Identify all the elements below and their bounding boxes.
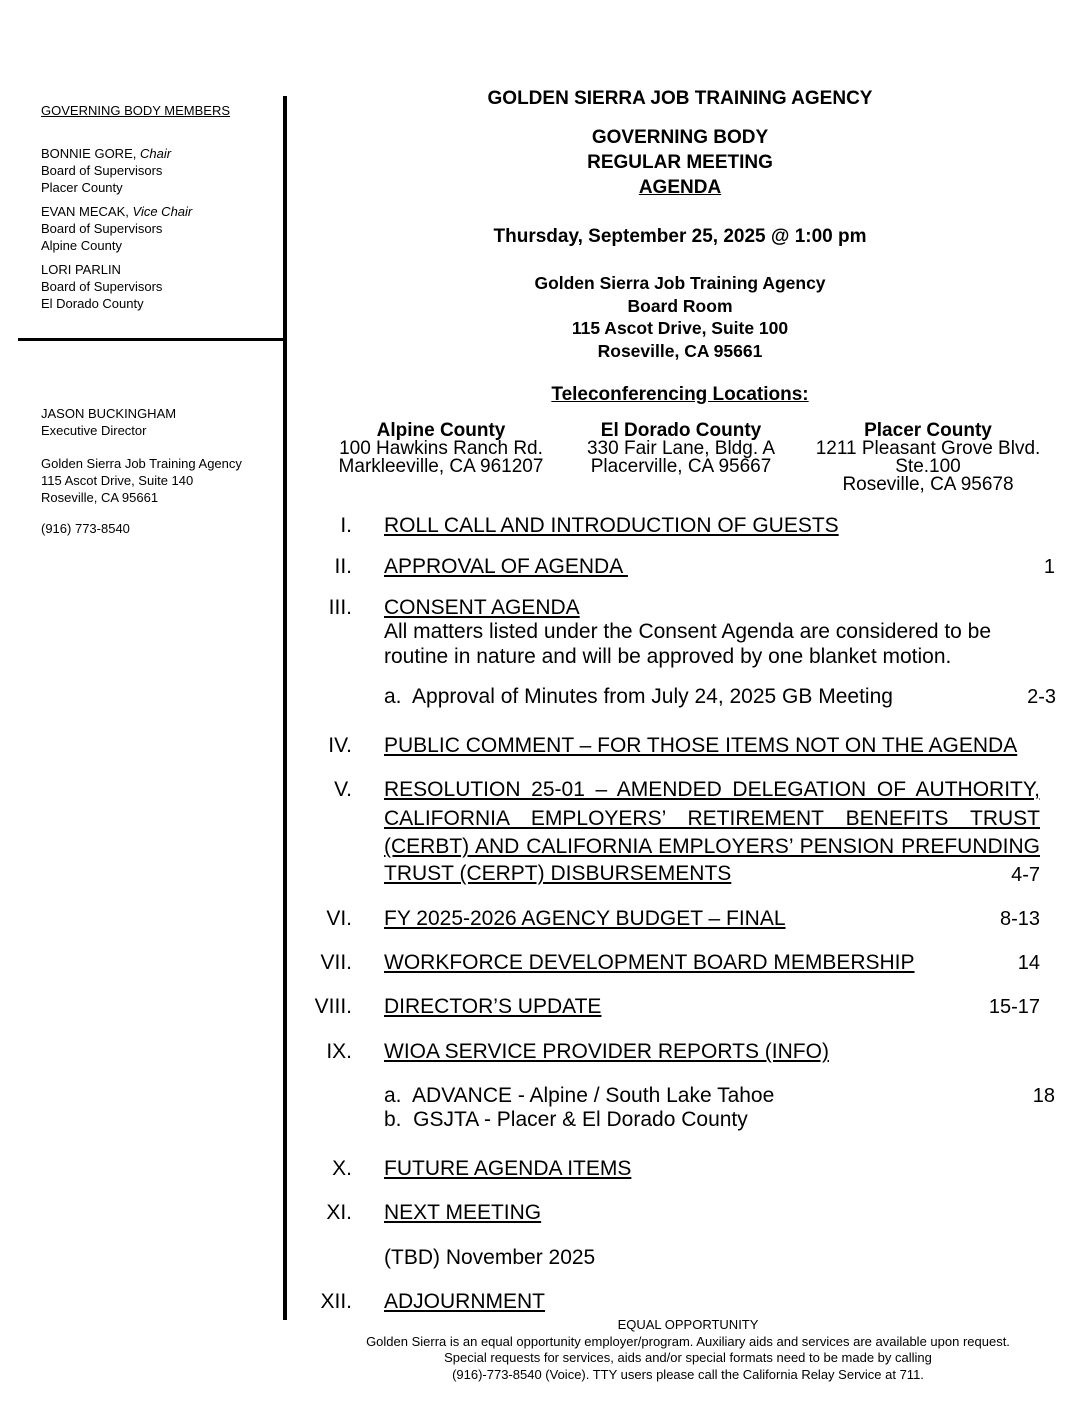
tele-line: 330 Fair Lane, Bldg. A: [586, 438, 775, 459]
agenda-label: AGENDA: [638, 177, 722, 198]
member-name: EVAN MECAK,: [41, 204, 133, 219]
sidebar-divider: [18, 338, 285, 341]
tele-heading: [288, 384, 1072, 406]
member-county: Placer County: [41, 180, 123, 195]
page-ref: 8-13: [999, 908, 1040, 930]
resolution-last-line: TRUST (CERPT) DISBURSEMENTS: [384, 862, 732, 885]
item-number: IX.: [326, 1040, 352, 1063]
agenda-item-wdb: WORKFORCE DEVELOPMENT BOARD MEMBERSHIP: [384, 951, 915, 974]
member-board: Board of Supervisors: [41, 163, 163, 178]
footer-line: Special requests for services, aids and/or special formats need to be made by calling: [444, 1350, 932, 1365]
tele-line: 1211 Pleasant Grove Blvd.: [815, 438, 1041, 459]
agenda-item-approval: APPROVAL OF AGENDA: [384, 555, 628, 578]
member-name: LORI PARLIN: [41, 262, 121, 277]
item-number: IV.: [328, 734, 352, 757]
tele-heading-label: Teleconferencing Locations:: [551, 384, 809, 405]
footer-line: (916)-773-8540 (Voice). TTY users please call the California Relay Service at 711.: [452, 1366, 924, 1382]
agenda-item-consent: CONSENT AGENDA: [384, 596, 580, 619]
meeting-location: [288, 272, 1072, 362]
wioa-sub-a: a. ADVANCE - Alpine / South Lake Tahoe: [384, 1084, 775, 1107]
director-title: Executive Director: [41, 423, 147, 438]
agency-title: GOLDEN SIERRA JOB TRAINING AGENCY: [487, 88, 873, 109]
agenda-title: [288, 177, 1072, 199]
member-vice-chair: [41, 203, 192, 254]
consent-desc: All matters listed under the Consent Agenda are considered to be: [384, 620, 992, 643]
location-line: Roseville, CA 95661: [597, 340, 763, 361]
footer-heading: EQUAL OPPORTUNITY: [617, 1317, 759, 1332]
tele-placer: [806, 422, 1050, 494]
agency-address: [41, 455, 242, 506]
agency-city: Roseville, CA 95661: [41, 490, 159, 505]
next-meeting-date: (TBD) November 2025: [384, 1246, 596, 1269]
item-number: V.: [334, 778, 352, 801]
item-number: X.: [332, 1157, 352, 1180]
tele-eldorado: [572, 422, 790, 476]
body-title: GOVERNING BODY: [591, 127, 769, 148]
agenda-item-adjournment: ADJOURNMENT: [384, 1290, 545, 1313]
member-county: Alpine County: [41, 238, 122, 253]
member-name: BONNIE GORE,: [41, 146, 140, 161]
agenda-item-budget: FY 2025-2026 AGENCY BUDGET – FINAL: [384, 907, 786, 930]
page-ref: 2-3: [1027, 686, 1056, 708]
agenda-item-resolution: [384, 776, 1040, 862]
item-number: VIII.: [314, 995, 352, 1018]
consent-sub-a: a. Approval of Minutes from July 24, 2025 GB Meeting: [384, 685, 893, 708]
tele-line: Roseville, CA 95678: [842, 474, 1014, 495]
agenda-item-director: DIRECTOR’S UPDATE: [384, 995, 602, 1018]
agenda-item-roll-call: ROLL CALL AND INTRODUCTION OF GUESTS: [384, 514, 839, 537]
tele-alpine: [330, 422, 552, 476]
meeting-datetime: Thursday, September 25, 2025 @ 1:00 pm: [493, 226, 867, 247]
agenda-item-next-meeting: NEXT MEETING: [384, 1201, 542, 1224]
resolution-line: RESOLUTION 25-01 – AMENDED DELEGATION OF AUTHORITY,: [384, 778, 1040, 801]
member-county: El Dorado County: [41, 296, 144, 311]
location-line: 115 Ascot Drive, Suite 100: [571, 318, 789, 338]
item-number: XI.: [326, 1201, 352, 1224]
agenda-item-future: FUTURE AGENDA ITEMS: [384, 1157, 632, 1180]
equal-opportunity-footer: [288, 1317, 1088, 1383]
page-ref: 15-17: [988, 996, 1040, 1018]
item-number: XII.: [320, 1290, 352, 1313]
member-role: Vice Chair: [132, 204, 193, 219]
wioa-sub-b: b. GSJTA - Placer & El Dorado County: [384, 1108, 748, 1131]
tele-line: 100 Hawkins Ranch Rd.: [339, 438, 543, 459]
tele-line: Markleeville, CA 961207: [338, 456, 544, 477]
sidebar-heading: GOVERNING BODY MEMBERS: [41, 103, 231, 118]
location-line: Board Room: [627, 295, 733, 316]
item-number: VI.: [326, 907, 352, 930]
page-ref: 18: [1032, 1085, 1055, 1107]
agenda-item-wioa: WIOA SERVICE PROVIDER REPORTS (INFO): [384, 1040, 829, 1063]
item-number: II.: [334, 555, 352, 578]
member-role: Chair: [139, 146, 172, 161]
tele-line: Ste.100: [895, 456, 961, 477]
resolution-line: CALIFORNIA EMPLOYERS’ RETIREMENT BENEFITS TRUST: [384, 806, 1040, 830]
footer-line: Golden Sierra is an equal opportunity employer/program. Auxiliary aids and services are available upon request.: [366, 1333, 1010, 1349]
member-third: [41, 261, 162, 312]
tele-county: Alpine County: [376, 420, 506, 441]
meeting-title: REGULAR MEETING: [587, 152, 773, 173]
tele-county: El Dorado County: [600, 420, 762, 441]
director-name: JASON BUCKINGHAM: [41, 406, 177, 421]
member-chair: [41, 145, 171, 196]
item-number: III.: [328, 596, 352, 619]
member-board: Board of Supervisors: [41, 221, 163, 236]
vertical-divider: [283, 96, 287, 1320]
executive-director: [41, 405, 176, 439]
tele-line: Placerville, CA 95667: [590, 456, 772, 477]
page-ref: 14: [1017, 952, 1040, 974]
agency-phone: (916) 773-8540: [41, 521, 130, 536]
tele-county: Placer County: [864, 420, 992, 441]
item-number: VII.: [320, 951, 352, 974]
resolution-line: (CERBT) AND CALIFORNIA EMPLOYERS’ PENSION PREFUNDING: [384, 835, 1040, 858]
consent-desc: routine in nature and will be approved by one blanket motion.: [384, 645, 952, 668]
agency-name: Golden Sierra Job Training Agency: [41, 456, 242, 471]
agenda-item-public-comment: PUBLIC COMMENT – FOR THOSE ITEMS NOT ON THE AGENDA: [384, 734, 1018, 757]
page-ref: 4-7: [1011, 864, 1040, 886]
agency-street: 115 Ascot Drive, Suite 140: [41, 473, 194, 488]
page-ref: 1: [1043, 556, 1055, 578]
location-line: Golden Sierra Job Training Agency: [534, 273, 826, 293]
item-number: I.: [340, 514, 352, 537]
member-board: Board of Supervisors: [41, 279, 163, 294]
